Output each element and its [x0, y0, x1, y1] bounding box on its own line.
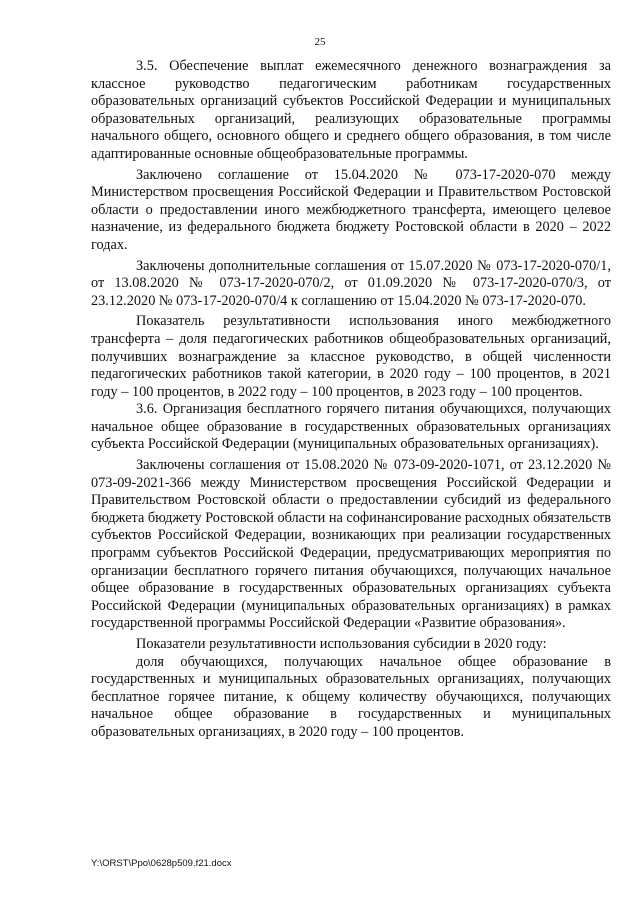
paragraph-agreement: Заключено соглашение от 15.04.2020 № 073-17-2020-070 между Министерством просвещения Российской Федерации и Правительством Ростовской области о предоставлении иного межбюджетного трансферта, имеющего целевое назначение, из федерального бюджета бюджету Ростовской области в 2020 – 2022 годах. [91, 166, 611, 253]
paragraph-agreements-subsidies: Заключены соглашения от 15.08.2020 № 073-09-2020-1071, от 23.12.2020 № 073-09-2021-366 между Министерством просвещения Российской Федерации и Правительством Ростовской области о предоставлении субсидий из федерального бюджета бюджету Ростовской области на софинансирование расходных обязательств субъектов Российской Федерации, возникающих при реализации государственных программ субъектов Российской Федерации, предусматривающих мероприятия по организации бесплатного горячего питания обучающихся, получающих начальное общее образование в государственных образовательных организациях субъекта Российской Федерации (муниципальных образовательных организациях) в рамках государственной программы Российской Федерации «Развитие образования». [91, 457, 611, 632]
footer-file-path: Y:\ORST\Ppo\0628p509.f21.docx [91, 858, 232, 869]
paragraph-3-6: 3.6. Организация бесплатного горячего питания обучающихся, получающих начальное общее образование в государственных образовательных организациях субъекта Российской Федерации (муниципальных образовательных организациях). [91, 401, 611, 453]
document-body [91, 58, 611, 745]
paragraph-performance-indicator: Показатель результативности использования иного межбюджетного трансферта – доля педагогических работников общеобразовательных организаций, получивших вознаграждение за классное руководство, в общей численности педагогических работников такой категории, в 2020 году – 100 процентов, в 2021 году – 100 процентов, в 2022 году – 100 процентов, в 2023 году – 100 процентов. [91, 313, 611, 400]
paragraph-share-students: доля обучающихся, получающих начальное общее образование в государственных и муниципальных образовательных организациях, получающих бесплатное горячее питание, к общему количеству обучающихся, получающих начальное общее образование в государственных и муниципальных образовательных организациях, в 2020 году – 100 процентов. [91, 653, 611, 740]
paragraph-additional-agreements: Заключены дополнительные соглашения от 15.07.2020 № 073-17-2020-070/1, от 13.08.2020 № 073-17-2020-070/2, от 01.09.2020 № 073-17-2020-070/3, от 23.12.2020 № 073-17-2020-070/4 к соглашению от 15.04.2020 № 073-17-2020-070. [91, 257, 611, 309]
page-number: 25 [314, 36, 326, 48]
paragraph-indicators-heading: Показатели результативности использования субсидии в 2020 году: [136, 636, 547, 652]
paragraph-3-5: 3.5. Обеспечение выплат ежемесячного денежного вознаграждения за классное руководство педагогическим работникам государственных образовательных организаций субъектов Российской Федерации и муниципальных образовательных организаций, реализующих образовательные программы начального общего, основного общего и среднего общего образования, в том числе адаптированные основные общеобразовательные программы. [91, 58, 611, 162]
